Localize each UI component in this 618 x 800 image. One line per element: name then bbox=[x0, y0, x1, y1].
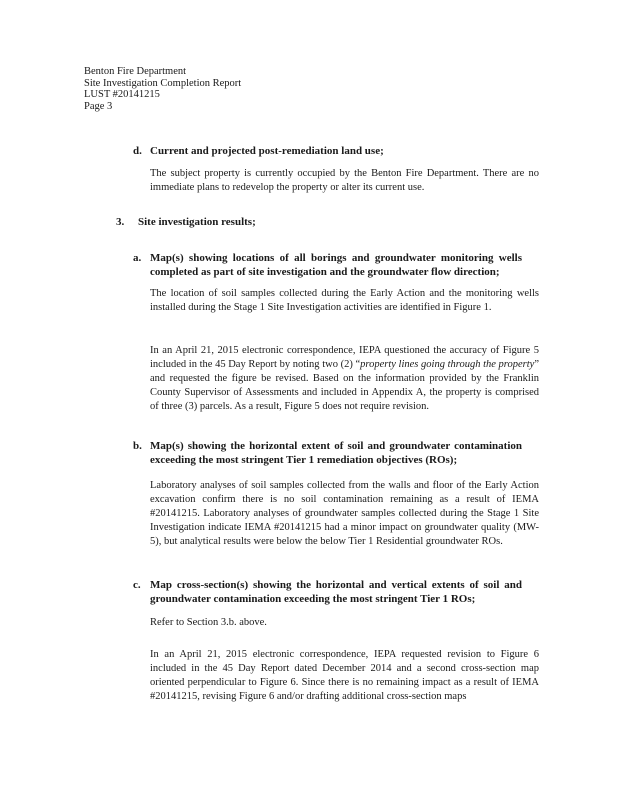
page-header bbox=[84, 66, 241, 112]
section-a-p2-end: ” and requested the figure be revised. Based on the information provided by the Franklin County Supervisor of Assessments and included in Appendix A, the property is comprised of three (3) parcels. As a result, Figure 5 does not require revision. bbox=[150, 359, 540, 412]
header-lust-number: LUST #20141215 bbox=[84, 89, 160, 100]
section-d-letter: d. bbox=[133, 145, 142, 157]
section-b-paragraph: Laboratory analyses of soil samples collected from the walls and floor of the Early Action excavation confirm there is no soil contamination remaining as a result of IEMA #20141215. Laboratory analyses of groundwater samples collected during the Stage 1 Site Investigation indicate IEMA #20141215 had a minor impact on groundwater quality (MW-5), but analytical results were below the below Tier 1 Residential groundwater ROs. bbox=[150, 480, 539, 547]
section-3-heading-text: Site investigation results; bbox=[138, 216, 256, 228]
header-report-title: Site Investigation Completion Report bbox=[84, 77, 242, 89]
section-a-paragraph-1: The location of soil samples collected during the Early Action and the monitoring wells installed during the Stage 1 Site Investigation activities are identified in Figure 1. bbox=[150, 288, 539, 313]
section-c-paragraph-2: In an April 21, 2015 electronic correspondence, IEPA requested revision to Figure 6 included in the 45 Day Report dated December 2014 and a second cross-section map oriented perpendicular to Figure 6. Since there is no remaining impact as a result of IEMA #20141215, revising Figure 6 and/or drafting additional cross-section maps bbox=[150, 649, 539, 702]
section-c-heading-text: Map cross-section(s) showing the horizontal and vertical extents of soil and groundwater contamination exceeding the most stringent Tier 1 ROs; bbox=[150, 579, 522, 605]
section-b-letter: b. bbox=[133, 440, 142, 452]
header-organization: Benton Fire Department bbox=[84, 66, 187, 77]
section-a-p2-start: In an April 21, 2015 electronic correspondence, IEPA questioned the accuracy of Figure 5 included in the 45 Day Report by noting two (2) “ bbox=[150, 345, 539, 370]
section-d-heading-text: Current and projected post-remediation land use; bbox=[150, 145, 384, 157]
section-a-p2-quote: property lines going through the property bbox=[360, 359, 535, 370]
section-c-letter: c. bbox=[133, 579, 141, 591]
section-b-heading-text: Map(s) showing the horizontal extent of soil and groundwater contamination exceeding the most stringent Tier 1 remediation objectives (ROs); bbox=[150, 440, 522, 466]
section-c-paragraph-1: Refer to Section 3.b. above. bbox=[150, 617, 267, 628]
section-a-paragraph-2 bbox=[150, 344, 539, 414]
section-a-letter: a. bbox=[133, 252, 142, 264]
section-3-number: 3. bbox=[116, 216, 125, 228]
section-a-heading-text: Map(s) showing locations of all borings and groundwater monitoring wells completed as part of site investigation and the groundwater flow direction; bbox=[150, 252, 522, 278]
section-d-paragraph: The subject property is currently occupied by the Benton Fire Department. There are no immediate plans to redevelop the property or alter its current use. bbox=[150, 168, 539, 193]
header-page-number: Page 3 bbox=[84, 100, 113, 112]
